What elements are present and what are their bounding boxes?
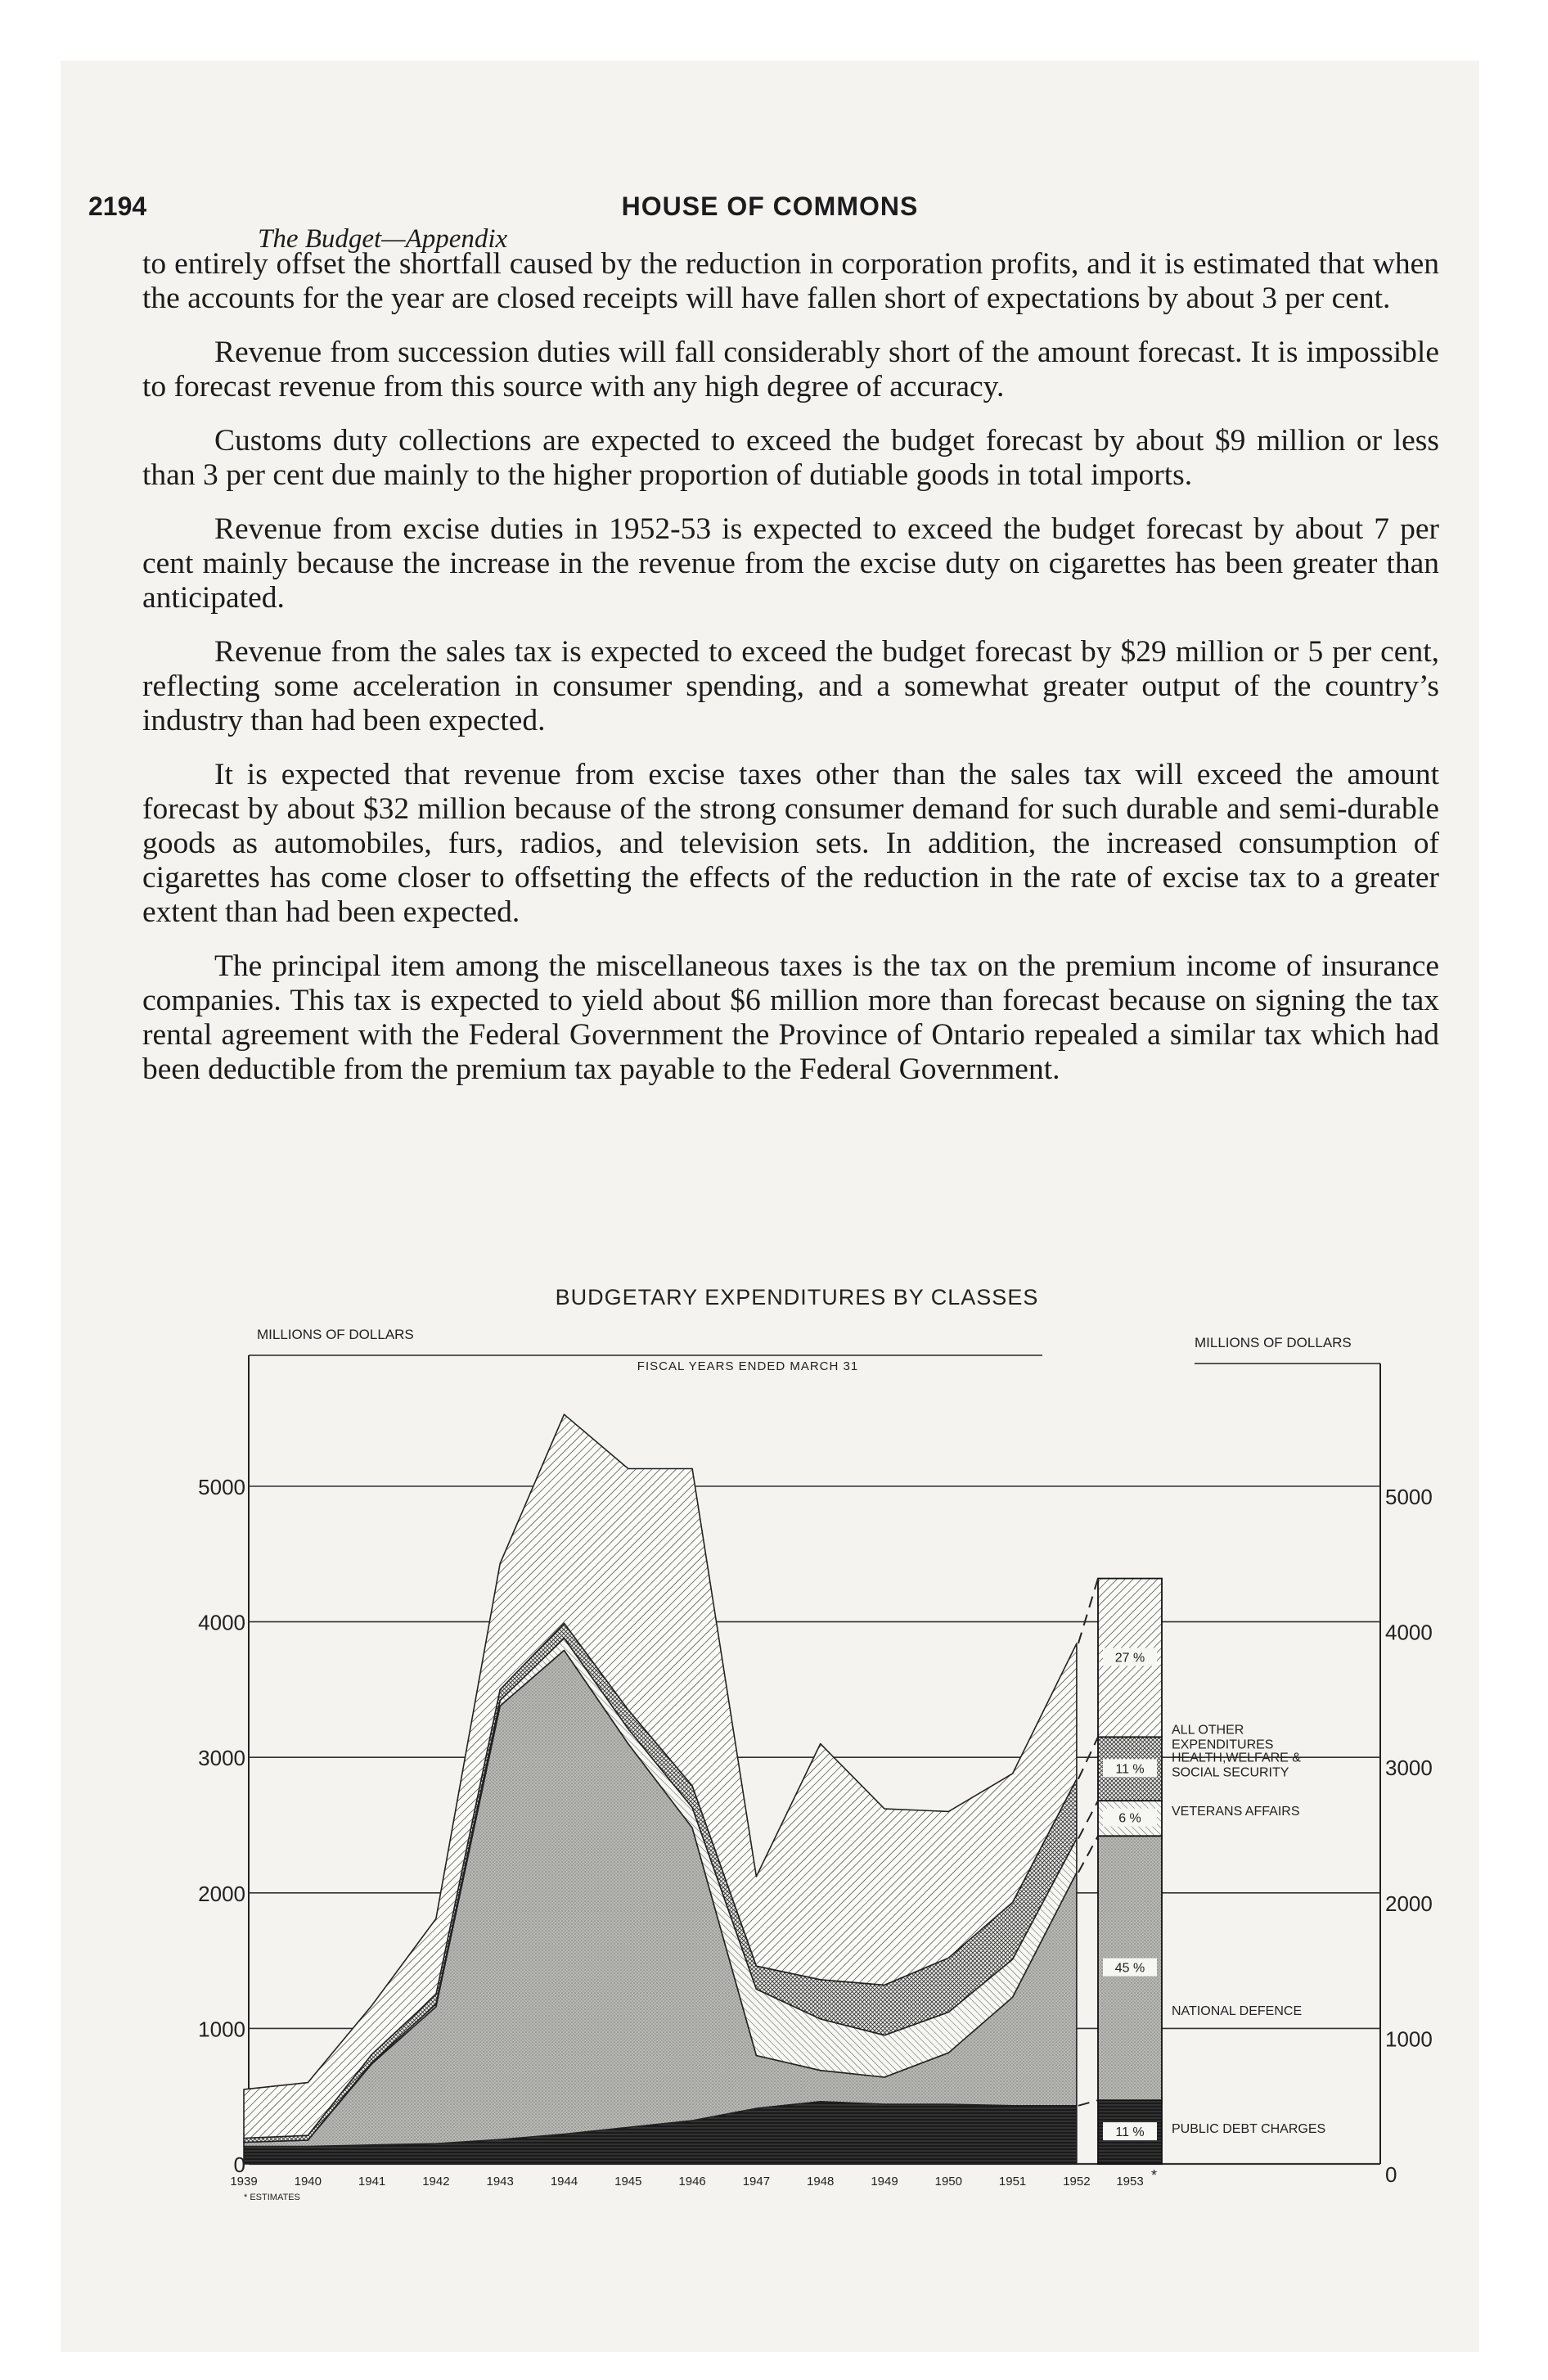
- chart-subtitle: FISCAL YEARS ENDED MARCH 31: [637, 1359, 859, 1373]
- y-tick-label-left: 2000: [198, 1881, 245, 1906]
- projection-dashed-line: [1078, 1801, 1098, 1838]
- category-label: ALL OTHER: [1172, 1723, 1244, 1738]
- category-label-line2: SOCIAL SECURITY: [1172, 1765, 1289, 1780]
- page-header: [61, 134, 1479, 254]
- chart-svg: [142, 1282, 1451, 2247]
- y-tick-label-left: 3000: [198, 1746, 245, 1771]
- x-tick-label: 1947: [742, 2175, 771, 2188]
- y-axis-label-left: MILLIONS OF DOLLARS: [257, 1327, 414, 1342]
- expenditure-chart: [142, 1282, 1451, 2247]
- estimate-note: * ESTIMATES: [244, 2193, 300, 2202]
- x-tick-label: 1946: [678, 2175, 706, 2188]
- paragraph: It is expected that revenue from excise taxes other than the sales tax will exceed the amount forecast by about $32 million because of the strong consumer demand for such durable and semi-durable goods as automobiles, furs, radios, and television sets. In addition, the increased consumption of cigarettes has come closer to offsetting the effects of the reduction in the rate of excise tax to a greater extent than had been expected.: [142, 758, 1439, 929]
- y-tick-label-left: 5000: [198, 1475, 245, 1499]
- x-tick-label: 1940: [294, 2175, 322, 2188]
- category-label: VETERANS AFFAIRS: [1172, 1805, 1300, 1819]
- body-text: [142, 247, 1439, 1107]
- y-tick-label-left: 1000: [198, 2017, 245, 2042]
- y-tick-label-right: 4000: [1385, 1620, 1433, 1645]
- x-tick-label: 1943: [486, 2175, 514, 2188]
- paragraph: to entirely offset the shortfall caused by the reduction in corporation profits, and it is estimated that when the accounts for the year are closed receipts will have fallen short of expectations by about 3 per cent.: [142, 247, 1439, 315]
- y-tick-label-left: 0: [233, 2152, 245, 2177]
- document-page: [61, 61, 1479, 2352]
- x-tick-label: 1953: [1116, 2175, 1144, 2188]
- chart-title: BUDGETARY EXPENDITURES BY CLASSES: [555, 1285, 1039, 1309]
- x-tick-label: 1941: [358, 2175, 386, 2188]
- bar-1953-percent: 27 %: [1114, 1651, 1145, 1666]
- paragraph: Revenue from the sales tax is expected to exceed the budget forecast by $29 million or 5 per cent, reflecting some acceleration in consumer spending, and a somewhat greater output of the country’s industry than had been expected.: [142, 635, 1439, 737]
- y-tick-label-left: 4000: [198, 1610, 245, 1635]
- projection-dashed-line: [1078, 1737, 1098, 1778]
- category-label: NATIONAL DEFENCE: [1172, 2004, 1303, 2018]
- category-label: PUBLIC DEBT CHARGES: [1172, 2121, 1326, 2136]
- page-number: 2194: [88, 192, 147, 221]
- y-tick-label-right: 5000: [1385, 1485, 1433, 1509]
- estimate-mark: *: [1151, 2167, 1158, 2184]
- y-axis-label-right: MILLIONS OF DOLLARS: [1195, 1335, 1352, 1350]
- x-tick-label: 1939: [230, 2175, 258, 2188]
- paragraph: Customs duty collections are expected to exceed the budget forecast by about $9 million or less than 3 per cent due mainly to the higher proportion of dutiable goods in total imports.: [142, 424, 1439, 492]
- x-tick-label: 1952: [1063, 2175, 1091, 2188]
- running-head: HOUSE OF COMMONS: [621, 192, 919, 221]
- bar-1953-percent: 11 %: [1115, 1762, 1145, 1777]
- paragraph: Revenue from excise duties in 1952-53 is expected to exceed the budget forecast by about 7 per cent mainly because the increase in the revenue from the excise duty on cigarettes has been greater than anticipated.: [142, 512, 1439, 615]
- paragraph: The principal item among the miscellaneous taxes is the tax on the premium income of insurance companies. This tax is expected to yield about $6 million more than forecast because on signing the tax rental agreement with the Federal Government the Province of Ontario repealed a similar tax which had been deductible from the premium tax payable to the Federal Government.: [142, 949, 1439, 1086]
- category-label: HEALTH,WELFARE &: [1172, 1751, 1301, 1765]
- bar-1953-percent: 6 %: [1118, 1811, 1141, 1826]
- projection-dashed-line: [1078, 2100, 1098, 2106]
- y-tick-label-right: 0: [1385, 2162, 1397, 2187]
- y-tick-label-right: 3000: [1385, 1756, 1433, 1781]
- projection-dashed-line: [1078, 1579, 1098, 1643]
- x-tick-label: 1950: [934, 2175, 962, 2188]
- category-label-line2: EXPENDITURES: [1172, 1738, 1274, 1752]
- bar-1953-percent: 45 %: [1114, 1961, 1145, 1976]
- paragraph: Revenue from succession duties will fall considerably short of the amount forecast. It is impossible to forecast revenue from this source with any high degree of accuracy.: [142, 336, 1439, 403]
- y-tick-label-right: 1000: [1385, 2026, 1433, 2052]
- bar-1953-percent: 11 %: [1115, 2125, 1145, 2140]
- projection-dashed-line: [1078, 1836, 1098, 1873]
- x-tick-label: 1945: [614, 2175, 642, 2188]
- x-tick-label: 1948: [807, 2175, 835, 2188]
- x-tick-label: 1951: [998, 2175, 1027, 2188]
- x-tick-label: 1942: [422, 2175, 450, 2188]
- section-title: The Budget—Appendix: [258, 224, 508, 254]
- y-tick-label-right: 2000: [1385, 1891, 1433, 1916]
- x-tick-label: 1949: [871, 2175, 898, 2188]
- x-tick-label: 1944: [550, 2175, 578, 2188]
